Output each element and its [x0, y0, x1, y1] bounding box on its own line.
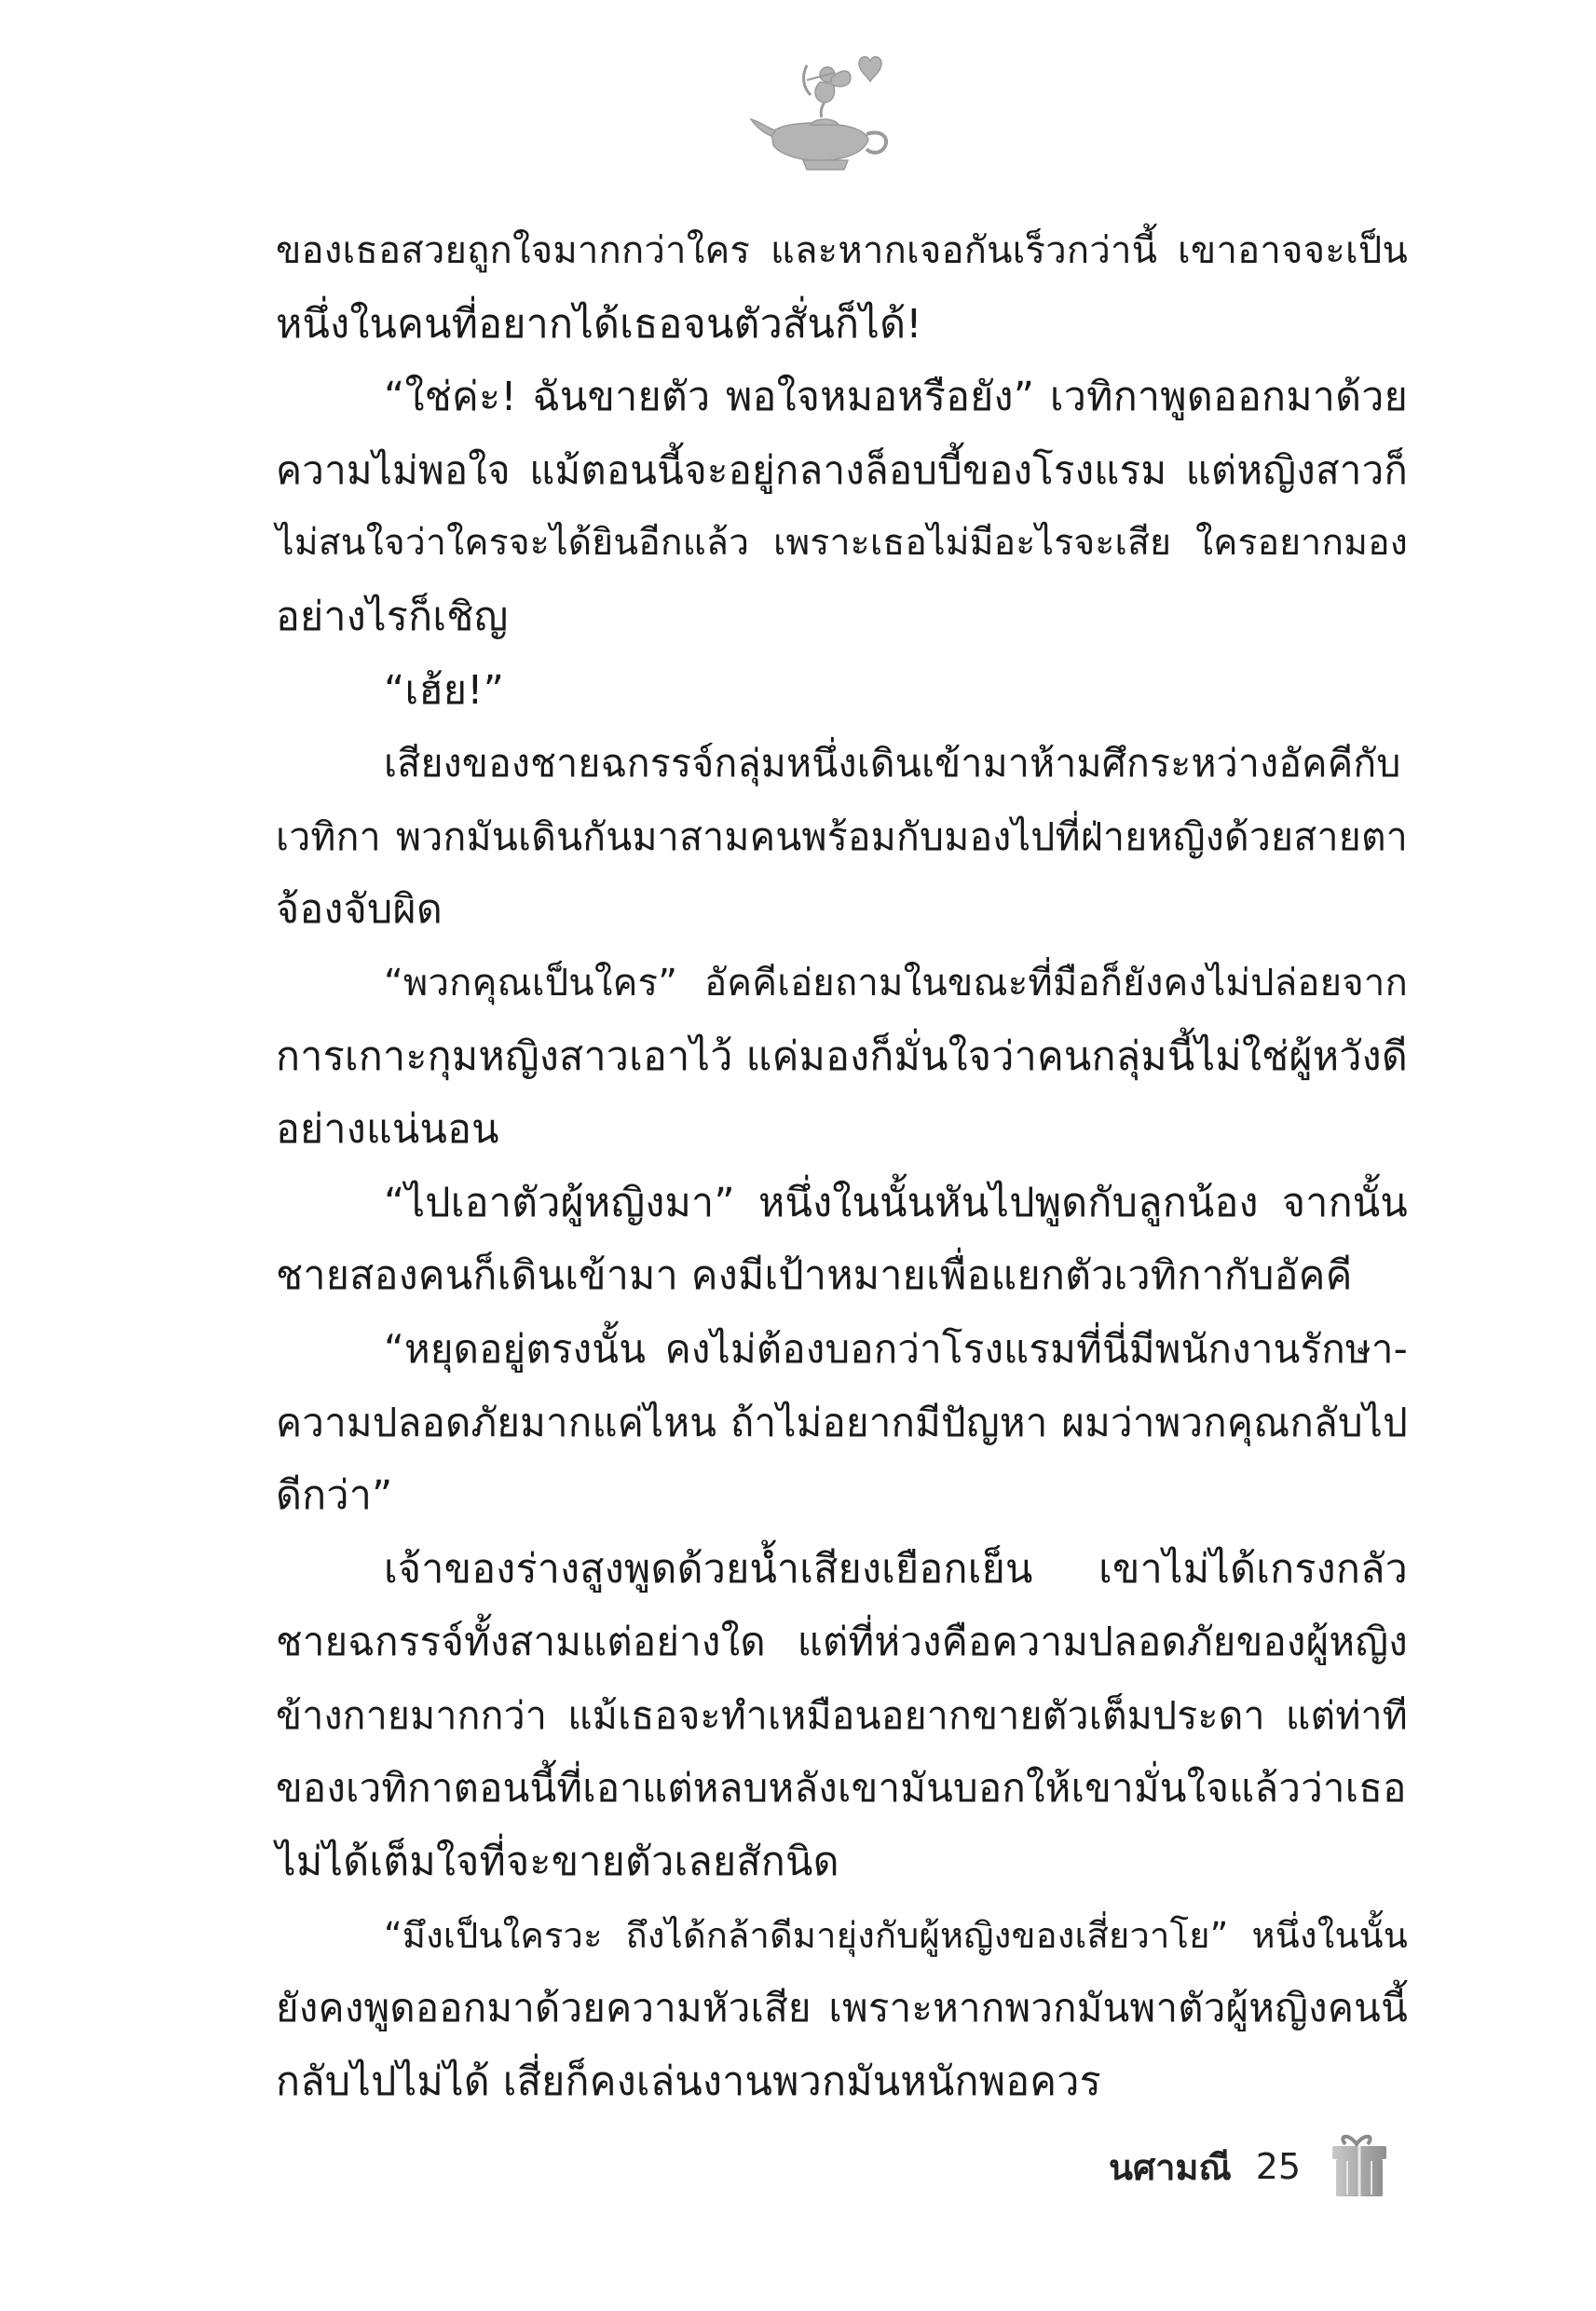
text-line: “ใช่ค่ะ! ฉันขายตัว พอใจหมอหรือยัง” เวทิกาพูดออกมาด้วย: [384, 374, 1408, 421]
text-line: ชายสองคนก็เดินเข้ามา คงมีเป้าหมายเพื่อแยกตัวเวทิกากับอัคคี: [276, 1252, 1353, 1300]
text-line: ไม่ได้เต็มใจที่จะขายตัวเลยสักนิด: [276, 1839, 839, 1886]
text-line: หนึ่งในคนที่อยากได้เธอจนตัวสั่นก็ได้!: [276, 300, 922, 348]
page-footer: [1109, 2129, 1390, 2204]
page-number: 25: [1255, 2146, 1302, 2187]
text-line: เวทิกา พวกมันเดินกันมาสามคนพร้อมกับมองไปที่ฝ่ายหญิงด้วยสายตา: [276, 814, 1408, 859]
gift-box-icon: [1329, 2133, 1390, 2200]
text-line: “ไปเอาตัวผู้หญิงมา” หนึ่งในนั้นหันไปพูดกับลูกน้อง จากนั้น: [384, 1179, 1408, 1226]
text-line: ชายฉกรรจ์ทั้งสามแต่อย่างใด แต่ที่ห่วงคือความปลอดภัยของผู้หญิง: [276, 1619, 1408, 1665]
text-line: ยังคงพูดออกมาด้วยความหัวเสีย เพราะหากพวกมันพาตัวผู้หญิงคนนี้: [276, 1985, 1408, 2031]
text-line: เจ้าของร่างสูงพูดด้วยน้ำเสียงเยือกเย็น เขาไม่ได้เกรงกลัว: [384, 1545, 1408, 1593]
text-line: เสียงของชายฉกรรจ์กลุ่มหนึ่งเดินเข้ามาห้ามศึกระหว่างอัคคีกับ: [384, 741, 1401, 786]
text-line: “มึงเป็นใครวะ ถึงได้กล้าดีมายุ่งกับผู้หญิงของเสี่ยวาโย” หนึ่งในนั้น: [384, 1914, 1408, 1956]
text-line: กลับไปไม่ได้ เสี่ยก็คงเล่นงานพวกมันหนักพอควร: [276, 2058, 1101, 2105]
text-line: ของเธอสวยถูกใจมากกว่าใคร และหากเจอกันเร็วกว่านี้ เขาอาจจะเป็น: [276, 229, 1408, 272]
text-line: ของเวทิกาตอนนี้ที่เอาแต่หลบหลังเขามันบอกให้เขามั่นใจแล้วว่าเธอ: [276, 1765, 1407, 1812]
text-line: “พวกคุณเป็นใคร” อัคคีเอ่ยถามในขณะที่มือก็ยังคงไม่ปล่อยจาก: [384, 961, 1408, 1005]
text-line: ความไม่พอใจ แม้ตอนนี้จะอยู่กลางล็อบบี้ของโรงแรม แต่หญิงสาวก็: [276, 446, 1408, 493]
text-line: “เฮ้ย!”: [384, 666, 505, 714]
cupid-teapot-ornament-icon: [745, 47, 904, 177]
text-line: ดีกว่า”: [276, 1472, 393, 1520]
text-line: อย่างไรก็เชิญ: [276, 593, 509, 640]
author-name: นศามณี: [1109, 2146, 1232, 2188]
text-line: การเกาะกุมหญิงสาวเอาไว้ แค่มองก็มั่นใจว่าคนกลุ่มนี้ไม่ใช่ผู้หวังดี: [276, 1032, 1408, 1080]
text-line: ไม่สนใจว่าใครจะได้ยินอีกแล้ว เพราะเธอไม่มีอะไรจะเสีย ใครอยากมอง: [276, 522, 1408, 565]
text-line: ข้างกายมากกว่า แม้เธอจะทำเหมือนอยากขายตัวเต็มประดา แต่ท่าที: [276, 1692, 1408, 1738]
text-line: ความปลอดภัยมากแค่ไหน ถ้าไม่อยากมีปัญหา ผมว่าพวกคุณกลับไป: [276, 1399, 1408, 1445]
text-line: จ้องจับผิด: [276, 886, 443, 934]
body-text: [276, 214, 1408, 2118]
text-line: อย่างแน่นอน: [276, 1106, 499, 1154]
text-line: “หยุดอยู่ตรงนั้น คงไม่ต้องบอกว่าโรงแรมที่นี่มีพนักงานรักษา-: [384, 1325, 1408, 1372]
